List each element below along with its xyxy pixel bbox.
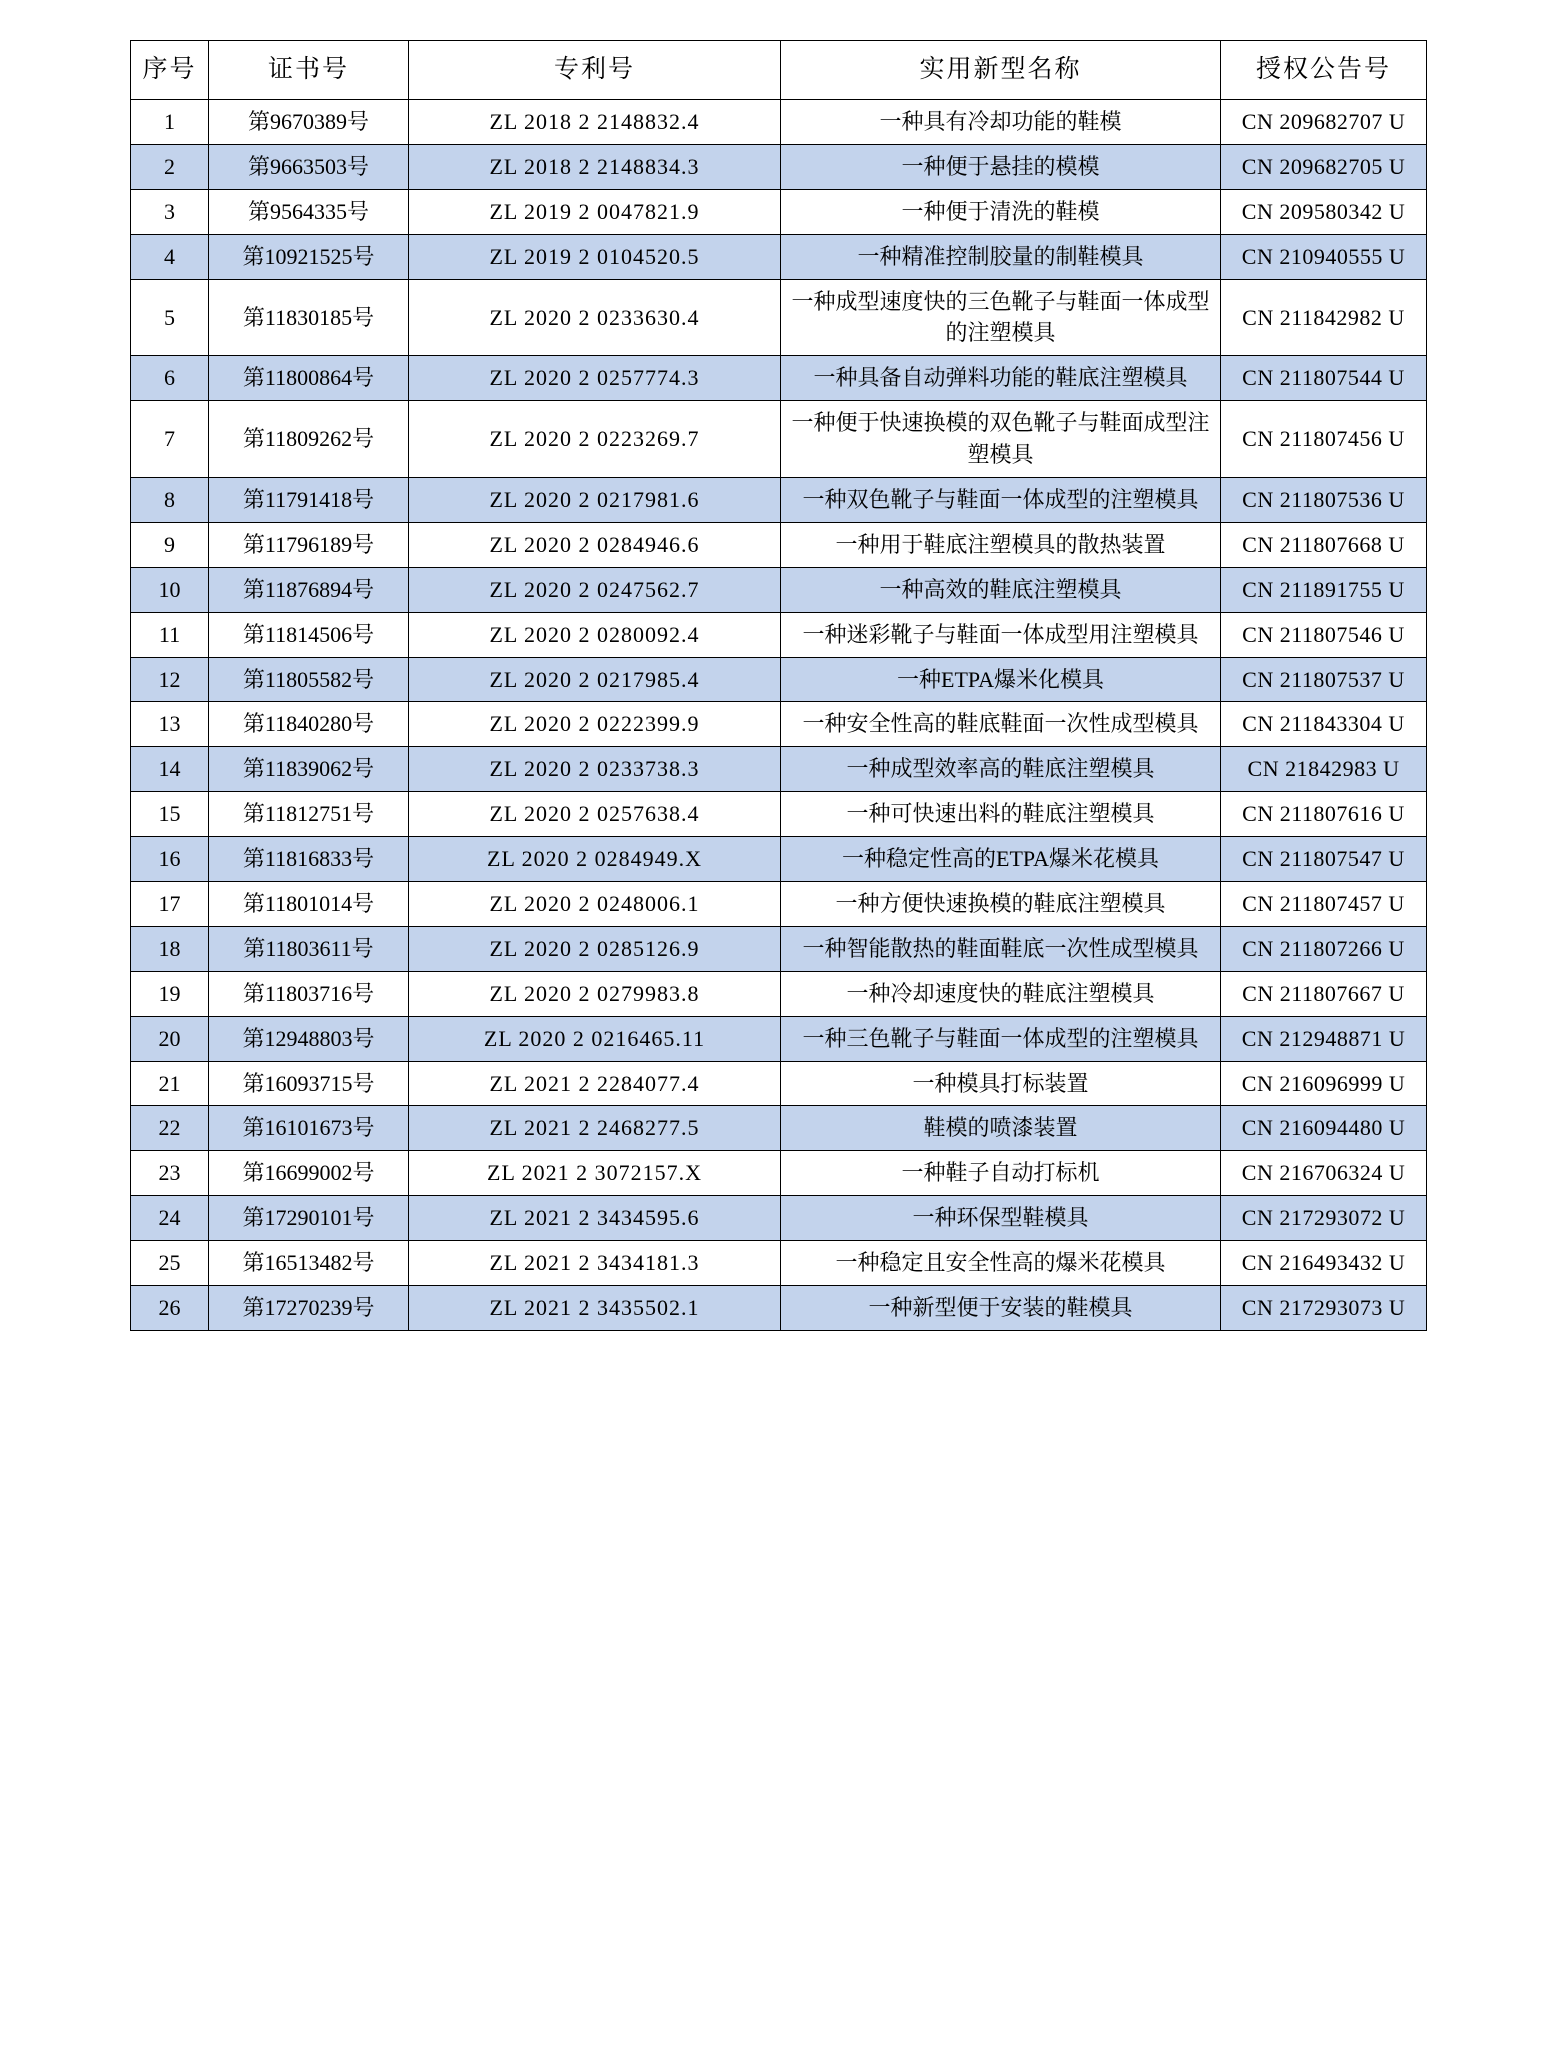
table-row — [131, 612, 1427, 657]
cell-index: 9 — [131, 522, 209, 567]
cell-index: 7 — [131, 401, 209, 478]
cell-certificate-no: 第11803716号 — [209, 971, 409, 1016]
cell-utility-model-name-text: 一种三色靴子与鞋面一体成型的注塑模具 — [802, 1025, 1199, 1051]
cell-utility-model-name-text: 一种新型便于安装的鞋模具 — [868, 1295, 1133, 1321]
cell-patent-no: ZL 2019 2 0047821.9 — [409, 189, 781, 234]
table-row — [131, 401, 1427, 478]
cell-utility-model-name — [781, 567, 1221, 612]
table-row — [131, 1016, 1427, 1061]
table-row — [131, 747, 1427, 792]
cell-certificate-no: 第11809262号 — [209, 401, 409, 478]
cell-certificate-no: 第16513482号 — [209, 1241, 409, 1286]
cell-patent-no: ZL 2019 2 0104520.5 — [409, 234, 781, 279]
cell-index: 1 — [131, 100, 209, 145]
cell-utility-model-name — [781, 837, 1221, 882]
cell-certificate-no: 第11796189号 — [209, 522, 409, 567]
cell-utility-model-name — [781, 100, 1221, 145]
cell-certificate-no: 第11805582号 — [209, 657, 409, 702]
cell-patent-no: ZL 2020 2 0284949.X — [409, 837, 781, 882]
cell-utility-model-name-text: 一种模具打标装置 — [912, 1070, 1089, 1096]
cell-publication-no: CN 211807667 U — [1221, 971, 1427, 1016]
cell-index: 2 — [131, 144, 209, 189]
patent-table-wrapper — [130, 40, 1426, 1331]
cell-patent-no: ZL 2020 2 0248006.1 — [409, 882, 781, 927]
cell-utility-model-name — [781, 1016, 1221, 1061]
cell-certificate-no: 第11803611号 — [209, 926, 409, 971]
cell-utility-model-name — [781, 189, 1221, 234]
cell-publication-no: CN 211807547 U — [1221, 837, 1427, 882]
cell-utility-model-name — [781, 144, 1221, 189]
cell-publication-no: CN 211807456 U — [1221, 401, 1427, 478]
cell-certificate-no: 第11812751号 — [209, 792, 409, 837]
table-row — [131, 792, 1427, 837]
cell-certificate-no: 第11876894号 — [209, 567, 409, 612]
cell-utility-model-name-text: 一种便于快速换模的双色靴子与鞋面成型注塑模具 — [791, 410, 1210, 468]
cell-publication-no: CN 209682707 U — [1221, 100, 1427, 145]
cell-certificate-no: 第11800864号 — [209, 356, 409, 401]
cell-index: 3 — [131, 189, 209, 234]
cell-index: 22 — [131, 1106, 209, 1151]
cell-patent-no: ZL 2020 2 0257638.4 — [409, 792, 781, 837]
column-header-patent-no: 专利号 — [409, 41, 781, 100]
table-header-row — [131, 41, 1427, 100]
cell-certificate-no: 第12948803号 — [209, 1016, 409, 1061]
cell-index: 25 — [131, 1241, 209, 1286]
cell-publication-no: CN 217293072 U — [1221, 1196, 1427, 1241]
table-row — [131, 702, 1427, 747]
cell-certificate-no: 第10921525号 — [209, 234, 409, 279]
cell-utility-model-name-text: 一种迷彩靴子与鞋面一体成型用注塑模具 — [802, 621, 1199, 647]
cell-publication-no: CN 216493432 U — [1221, 1241, 1427, 1286]
cell-utility-model-name-text: 一种便于悬挂的模模 — [901, 153, 1100, 179]
cell-publication-no: CN 216094480 U — [1221, 1106, 1427, 1151]
cell-index: 10 — [131, 567, 209, 612]
cell-utility-model-name-text: 一种双色靴子与鞋面一体成型的注塑模具 — [802, 487, 1199, 513]
cell-certificate-no: 第9663503号 — [209, 144, 409, 189]
cell-utility-model-name-text: 一种ETPA爆米化模具 — [897, 666, 1104, 692]
cell-utility-model-name-text: 鞋模的喷漆装置 — [923, 1115, 1078, 1141]
cell-patent-no: ZL 2020 2 0217985.4 — [409, 657, 781, 702]
cell-publication-no: CN 211807544 U — [1221, 356, 1427, 401]
cell-publication-no: CN 210940555 U — [1221, 234, 1427, 279]
cell-patent-no: ZL 2021 2 3435502.1 — [409, 1286, 781, 1331]
cell-patent-no: ZL 2018 2 2148832.4 — [409, 100, 781, 145]
cell-patent-no: ZL 2020 2 0257774.3 — [409, 356, 781, 401]
cell-utility-model-name-text: 一种成型效率高的鞋底注塑模具 — [846, 756, 1155, 782]
cell-certificate-no: 第11840280号 — [209, 702, 409, 747]
cell-index: 18 — [131, 926, 209, 971]
cell-utility-model-name-text: 一种可快速出料的鞋底注塑模具 — [846, 801, 1155, 827]
cell-utility-model-name — [781, 401, 1221, 478]
cell-utility-model-name-text: 一种具备自动弹料功能的鞋底注塑模具 — [813, 365, 1188, 391]
table-body — [131, 100, 1427, 1331]
cell-certificate-no: 第9670389号 — [209, 100, 409, 145]
cell-patent-no: ZL 2018 2 2148834.3 — [409, 144, 781, 189]
cell-index: 4 — [131, 234, 209, 279]
cell-patent-no: ZL 2020 2 0279983.8 — [409, 971, 781, 1016]
cell-utility-model-name — [781, 1241, 1221, 1286]
cell-publication-no: CN 211842982 U — [1221, 279, 1427, 356]
table-row — [131, 356, 1427, 401]
cell-patent-no: ZL 2020 2 0216465.11 — [409, 1016, 781, 1061]
cell-utility-model-name — [781, 702, 1221, 747]
cell-patent-no: ZL 2020 2 0247562.7 — [409, 567, 781, 612]
cell-utility-model-name — [781, 612, 1221, 657]
cell-index: 16 — [131, 837, 209, 882]
column-header-publication-no: 授权公告号 — [1221, 41, 1427, 100]
cell-utility-model-name-text: 一种便于清洗的鞋模 — [901, 198, 1100, 224]
cell-utility-model-name — [781, 657, 1221, 702]
cell-utility-model-name-text: 一种精准控制胶量的制鞋模具 — [857, 243, 1144, 269]
cell-certificate-no: 第11801014号 — [209, 882, 409, 927]
cell-utility-model-name-text: 一种智能散热的鞋面鞋底一次性成型模具 — [802, 935, 1199, 961]
cell-index: 8 — [131, 478, 209, 523]
column-header-certificate-no: 证书号 — [209, 41, 409, 100]
table-row — [131, 1061, 1427, 1106]
table-row — [131, 971, 1427, 1016]
cell-utility-model-name — [781, 882, 1221, 927]
cell-utility-model-name-text: 一种稳定性高的ETPA爆米花模具 — [842, 846, 1159, 872]
cell-utility-model-name — [781, 522, 1221, 567]
cell-publication-no: CN 209682705 U — [1221, 144, 1427, 189]
table-row — [131, 1151, 1427, 1196]
cell-patent-no: ZL 2020 2 0223269.7 — [409, 401, 781, 478]
cell-publication-no: CN 211807266 U — [1221, 926, 1427, 971]
cell-index: 24 — [131, 1196, 209, 1241]
cell-utility-model-name-text: 一种冷却速度快的鞋底注塑模具 — [846, 980, 1155, 1006]
cell-utility-model-name-text: 一种方便快速换模的鞋底注塑模具 — [835, 891, 1166, 917]
cell-index: 17 — [131, 882, 209, 927]
cell-index: 15 — [131, 792, 209, 837]
cell-index: 19 — [131, 971, 209, 1016]
patent-table — [130, 40, 1427, 1331]
cell-patent-no: ZL 2020 2 0233738.3 — [409, 747, 781, 792]
cell-utility-model-name-text: 一种安全性高的鞋底鞋面一次性成型模具 — [802, 711, 1199, 737]
cell-utility-model-name — [781, 747, 1221, 792]
cell-index: 20 — [131, 1016, 209, 1061]
table-row — [131, 837, 1427, 882]
cell-utility-model-name — [781, 279, 1221, 356]
cell-patent-no: ZL 2020 2 0280092.4 — [409, 612, 781, 657]
cell-utility-model-name-text: 一种鞋子自动打标机 — [901, 1160, 1100, 1186]
cell-patent-no: ZL 2020 2 0233630.4 — [409, 279, 781, 356]
cell-certificate-no: 第11816833号 — [209, 837, 409, 882]
cell-publication-no: CN 216706324 U — [1221, 1151, 1427, 1196]
cell-utility-model-name — [781, 792, 1221, 837]
table-row — [131, 100, 1427, 145]
cell-index: 14 — [131, 747, 209, 792]
cell-publication-no: CN 217293073 U — [1221, 1286, 1427, 1331]
cell-index: 12 — [131, 657, 209, 702]
table-row — [131, 478, 1427, 523]
cell-patent-no: ZL 2020 2 0284946.6 — [409, 522, 781, 567]
cell-publication-no: CN 211807668 U — [1221, 522, 1427, 567]
cell-utility-model-name — [781, 1151, 1221, 1196]
cell-publication-no: CN 21842983 U — [1221, 747, 1427, 792]
cell-utility-model-name — [781, 1196, 1221, 1241]
column-header-utility-model-name: 实用新型名称 — [781, 41, 1221, 100]
cell-utility-model-name — [781, 1106, 1221, 1151]
cell-publication-no: CN 211807536 U — [1221, 478, 1427, 523]
cell-index: 6 — [131, 356, 209, 401]
table-row — [131, 567, 1427, 612]
cell-publication-no: CN 212948871 U — [1221, 1016, 1427, 1061]
cell-publication-no: CN 211807537 U — [1221, 657, 1427, 702]
cell-publication-no: CN 209580342 U — [1221, 189, 1427, 234]
cell-index: 23 — [131, 1151, 209, 1196]
table-row — [131, 882, 1427, 927]
cell-patent-no: ZL 2020 2 0217981.6 — [409, 478, 781, 523]
table-row — [131, 1241, 1427, 1286]
table-row — [131, 522, 1427, 567]
cell-patent-no: ZL 2020 2 0222399.9 — [409, 702, 781, 747]
cell-certificate-no: 第11814506号 — [209, 612, 409, 657]
cell-patent-no: ZL 2021 2 2284077.4 — [409, 1061, 781, 1106]
cell-certificate-no: 第11791418号 — [209, 478, 409, 523]
cell-index: 13 — [131, 702, 209, 747]
table-row — [131, 1106, 1427, 1151]
cell-utility-model-name-text: 一种环保型鞋模具 — [912, 1205, 1089, 1231]
cell-certificate-no: 第16699002号 — [209, 1151, 409, 1196]
cell-index: 5 — [131, 279, 209, 356]
cell-patent-no: ZL 2021 2 3434595.6 — [409, 1196, 781, 1241]
table-row — [131, 1286, 1427, 1331]
cell-utility-model-name — [781, 926, 1221, 971]
cell-certificate-no: 第17270239号 — [209, 1286, 409, 1331]
table-row — [131, 189, 1427, 234]
cell-publication-no: CN 211807546 U — [1221, 612, 1427, 657]
column-header-index: 序号 — [131, 41, 209, 100]
cell-publication-no: CN 211807616 U — [1221, 792, 1427, 837]
cell-patent-no: ZL 2021 2 3072157.X — [409, 1151, 781, 1196]
cell-certificate-no: 第17290101号 — [209, 1196, 409, 1241]
cell-utility-model-name-text: 一种用于鞋底注塑模具的散热装置 — [835, 531, 1166, 557]
cell-patent-no: ZL 2020 2 0285126.9 — [409, 926, 781, 971]
cell-index: 26 — [131, 1286, 209, 1331]
cell-index: 11 — [131, 612, 209, 657]
cell-patent-no: ZL 2021 2 2468277.5 — [409, 1106, 781, 1151]
cell-publication-no: CN 211843304 U — [1221, 702, 1427, 747]
cell-index: 21 — [131, 1061, 209, 1106]
cell-utility-model-name-text: 一种具有冷却功能的鞋模 — [879, 109, 1122, 134]
cell-publication-no: CN 216096999 U — [1221, 1061, 1427, 1106]
cell-publication-no: CN 211807457 U — [1221, 882, 1427, 927]
cell-certificate-no: 第16101673号 — [209, 1106, 409, 1151]
cell-utility-model-name-text: 一种高效的鞋底注塑模具 — [879, 576, 1122, 602]
cell-certificate-no: 第11830185号 — [209, 279, 409, 356]
cell-utility-model-name — [781, 356, 1221, 401]
cell-utility-model-name-text: 一种成型速度快的三色靴子与鞋面一体成型的注塑模具 — [791, 288, 1210, 346]
cell-utility-model-name — [781, 1061, 1221, 1106]
table-row — [131, 926, 1427, 971]
table-row — [131, 234, 1427, 279]
cell-utility-model-name — [781, 234, 1221, 279]
table-header — [131, 41, 1427, 100]
cell-certificate-no: 第11839062号 — [209, 747, 409, 792]
cell-utility-model-name — [781, 971, 1221, 1016]
table-row — [131, 144, 1427, 189]
cell-utility-model-name — [781, 478, 1221, 523]
cell-utility-model-name-text: 一种稳定且安全性高的爆米花模具 — [835, 1250, 1166, 1276]
cell-utility-model-name — [781, 1286, 1221, 1331]
table-row — [131, 1196, 1427, 1241]
cell-patent-no: ZL 2021 2 3434181.3 — [409, 1241, 781, 1286]
table-row — [131, 657, 1427, 702]
cell-certificate-no: 第16093715号 — [209, 1061, 409, 1106]
table-row — [131, 279, 1427, 356]
cell-certificate-no: 第9564335号 — [209, 189, 409, 234]
cell-publication-no: CN 211891755 U — [1221, 567, 1427, 612]
